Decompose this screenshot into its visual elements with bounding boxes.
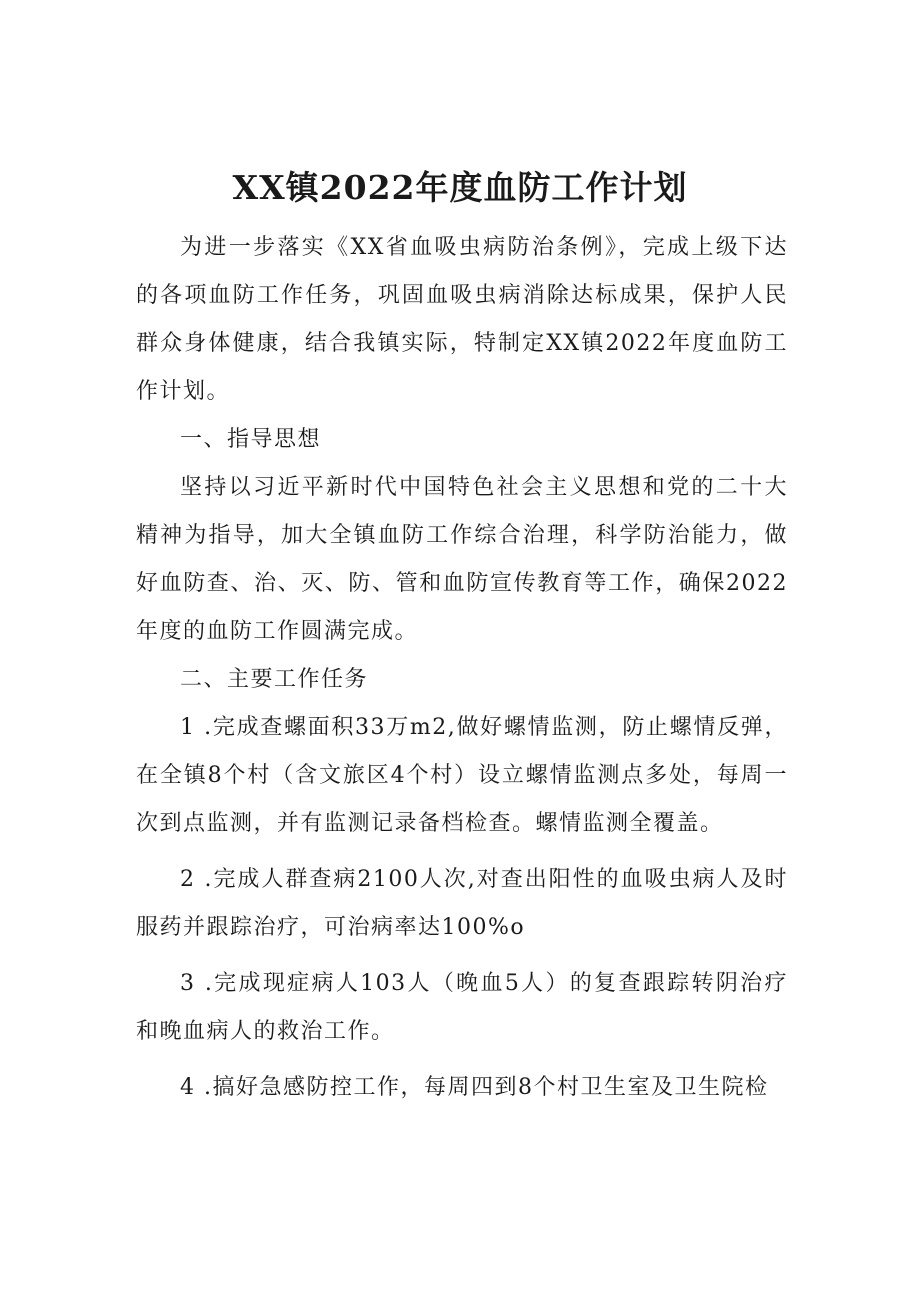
- task-item-4: 4 .搞好急感防控工作，每周四到8个村卫生室及卫生院检: [180, 1075, 769, 1100]
- section-heading-guiding-thought: 一、指导思想: [180, 427, 322, 452]
- task-item-3: 3 .完成现症病人103人（晚血5人）的复查跟踪转阴治疗和晚血病人的救治工作。: [136, 971, 788, 1044]
- task-item-1: 1 .完成查螺面积33万m2,做好螺情监测，防止螺情反弹，在全镇8个村（含文旅区4个村）设立螺情监测点多处，每周一次到点监测，并有监测记录备档检查。螺情监测全覆盖。: [136, 715, 788, 836]
- intro-paragraph: 为进一步落实《XX省血吸虫病防治条例》，完成上级下达的各项血防工作任务，巩固血吸虫病消除达标成果，保护人民群众身体健康，结合我镇实际，特制定XX镇2022年度血防工作计划。: [136, 235, 788, 404]
- task-item-2: 2 .完成人群查病2100人次,对查出阳性的血吸虫病人及时服药并跟踪治疗，可治病率达100%o: [136, 867, 788, 940]
- document-body: [136, 224, 788, 1112]
- document-title: XX镇2022年度血防工作计划: [232, 168, 688, 207]
- section-heading-main-tasks: 二、主要工作任务: [180, 667, 369, 692]
- guiding-thought-paragraph: 坚持以习近平新时代中国特色社会主义思想和党的二十大精神为指导，加大全镇血防工作综合治理，科学防治能力，做好血防查、治、灭、防、管和血防宣传教育等工作，确保2022年度的血防工作圆满完成。: [136, 475, 788, 644]
